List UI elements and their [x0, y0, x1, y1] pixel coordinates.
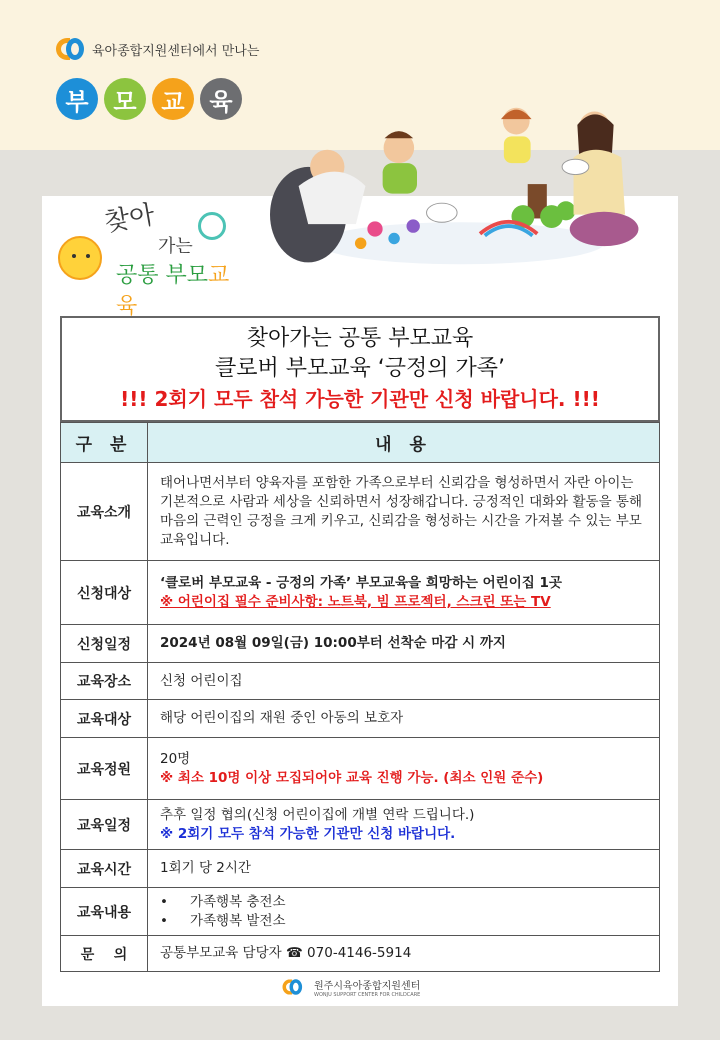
list-item: • 가족행복 충전소	[160, 893, 286, 910]
row-key: 교육정원	[61, 738, 148, 800]
footer-logo	[278, 972, 420, 1002]
list-item: • 가족행복 발전소	[160, 912, 286, 929]
mascot-icon	[198, 212, 226, 240]
org-text: 육아종합지원센터에서 만나는	[92, 43, 260, 59]
row-value: 해당 어린이집의 재원 중인 아동의 보호자	[148, 700, 660, 738]
row-value	[148, 800, 660, 850]
program-title	[56, 78, 242, 120]
mascot-icon	[58, 236, 102, 280]
row-key: 신청일정	[61, 625, 148, 663]
title-char: 부	[56, 78, 98, 120]
row-note: ※ 2회기 모두 참석 가능한 기관만 신청 바랍니다.	[160, 825, 456, 842]
row-value: 1회기 당 2시간	[148, 850, 660, 888]
table-row	[61, 738, 660, 800]
table-row	[61, 463, 660, 561]
table-header-row	[61, 423, 660, 463]
table-row	[61, 800, 660, 850]
footer-org-name: 원주시육아종합지원센터	[314, 980, 421, 992]
table-row	[61, 561, 660, 625]
row-note: ※ 최소 10명 이상 모집되어야 교육 진행 가능. (최소 인원 준수)	[160, 769, 544, 786]
info-table	[60, 422, 660, 972]
row-key: 교육일정	[61, 800, 148, 850]
table-row	[61, 700, 660, 738]
row-text: 20명	[160, 750, 191, 767]
notice-subtitle: 클로버 부모교육 ‘긍정의 가족’	[215, 356, 505, 381]
row-value: 신청 어린이집	[148, 663, 660, 700]
row-key: 신청대상	[61, 561, 148, 625]
table-row	[61, 936, 660, 972]
family-illustration	[270, 96, 690, 276]
notice-title: 찾아가는 공통 부모교육	[246, 326, 474, 351]
table-row	[61, 850, 660, 888]
org-logo-row	[56, 34, 259, 64]
outreach-logo	[58, 196, 238, 319]
row-key: 교육소개	[61, 463, 148, 561]
notice-box	[60, 316, 660, 422]
row-key: 교육내용	[61, 888, 148, 936]
title-char: 육	[200, 78, 242, 120]
logo-text: 가는	[158, 236, 193, 257]
header-key: 구 분	[61, 423, 148, 463]
footer-org-name-en: WONJU SUPPORT CENTER FOR CHILDCARE	[314, 991, 421, 998]
org-logo-icon	[56, 34, 86, 64]
row-key: 문 의	[61, 936, 148, 972]
title-char: 모	[104, 78, 146, 120]
row-value: 2024년 08월 09일(금) 10:00부터 선착순 마감 시 까지	[148, 625, 660, 663]
row-text: ‘클로버 부모교육 - 긍정의 가족’ 부모교육을 희망하는 어린이집 1곳	[160, 574, 562, 591]
row-value	[148, 561, 660, 625]
row-value	[148, 738, 660, 800]
logo-text: 공통 부모교육	[116, 263, 230, 319]
row-key: 교육장소	[61, 663, 148, 700]
row-value: 태어나면서부터 양육자를 포함한 가족으로부터 신뢰감을 형성하면서 자란 아이는 기본적으로 사람과 세상을 신뢰하면서 성장해갑니다. 긍정적인 대화와 활동을 통해 마음의 근력인 긍정을 크게 키우고, 신뢰감을 형성하는 시간을 가져볼 수 있는 부모교육입니다.	[148, 463, 660, 561]
header-value: 내 용	[148, 423, 660, 463]
row-text: 추후 일정 협의(신청 어린이집에 개별 연락 드립니다.)	[160, 806, 475, 823]
table-row	[61, 625, 660, 663]
table-row	[61, 663, 660, 700]
notice-warning: !!! 2회기 모두 참석 가능한 기관만 신청 바랍니다. !!!	[120, 387, 600, 411]
row-key: 교육시간	[61, 850, 148, 888]
row-key: 교육대상	[61, 700, 148, 738]
row-note: ※ 어린이집 필수 준비사항: 노트북, 빔 프로젝터, 스크린 또는 TV	[160, 593, 551, 610]
row-value	[148, 888, 660, 936]
row-value: 공통부모교육 담당자 ☎ 070-4146-5914	[148, 936, 660, 972]
org-logo-icon	[283, 977, 304, 998]
title-char: 교	[152, 78, 194, 120]
logo-text: 찾아	[102, 199, 157, 239]
table-row	[61, 888, 660, 936]
